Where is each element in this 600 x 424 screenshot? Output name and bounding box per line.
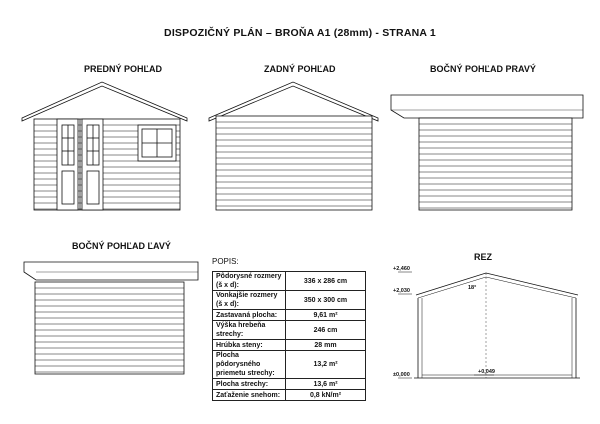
spec-key: Hrúbka steny:: [213, 340, 286, 351]
popis-label: POPIS:: [212, 257, 239, 266]
spec-row: [213, 340, 366, 351]
spec-value: 350 x 300 cm: [286, 291, 366, 310]
right-view-drawing: [391, 95, 583, 210]
spec-value: 13,2 m²: [286, 351, 366, 379]
spec-table: [212, 271, 366, 401]
spec-key: Zastavaná plocha:: [213, 310, 286, 321]
spec-value: 13,6 m²: [286, 379, 366, 390]
level-floor: +0,049: [478, 369, 495, 375]
back-view-drawing: [209, 82, 378, 210]
spec-row: [213, 310, 366, 321]
spec-key: Výška hrebeňa strechy:: [213, 321, 286, 340]
right-view-label: BOČNÝ POHĽAD PRAVÝ: [430, 64, 536, 74]
spec-key: Vonkajšie rozmery (š x d):: [213, 291, 286, 310]
level-eave: +2,030: [393, 288, 410, 294]
spec-key: Plocha pôdorysného priemetu strechy:: [213, 351, 286, 379]
spec-value: 246 cm: [286, 321, 366, 340]
spec-value: 336 x 286 cm: [286, 272, 366, 291]
spec-row: [213, 291, 366, 310]
spec-key: Plocha strechy:: [213, 379, 286, 390]
spec-row: [213, 379, 366, 390]
level-ground: ±0,000: [393, 372, 410, 378]
level-ridge: +2,460: [393, 266, 410, 272]
spec-value: 28 mm: [286, 340, 366, 351]
left-view-drawing: [24, 262, 198, 374]
spec-row: [213, 390, 366, 401]
front-view-drawing: [22, 82, 187, 210]
spec-key: Pôdorysné rozmery (š x d):: [213, 272, 286, 291]
page-title: DISPOZIČNÝ PLÁN – BROŇA A1 (28mm) - STRANA 1: [164, 27, 436, 39]
spec-row: [213, 321, 366, 340]
spec-row: [213, 272, 366, 291]
spec-value: 9,61 m²: [286, 310, 366, 321]
section-view-label: REZ: [474, 252, 492, 262]
back-view-label: ZADNÝ POHĽAD: [264, 64, 336, 74]
spec-key: Zaťaženie snehom:: [213, 390, 286, 401]
left-view-label: BOČNÝ POHĽAD ĽAVÝ: [72, 241, 171, 251]
roof-pitch: 18°: [468, 285, 477, 291]
front-view-label: PREDNÝ POHĽAD: [84, 64, 163, 74]
spec-value: 0,8 kN/m²: [286, 390, 366, 401]
spec-row: [213, 351, 366, 379]
section-view-drawing: [398, 272, 580, 378]
